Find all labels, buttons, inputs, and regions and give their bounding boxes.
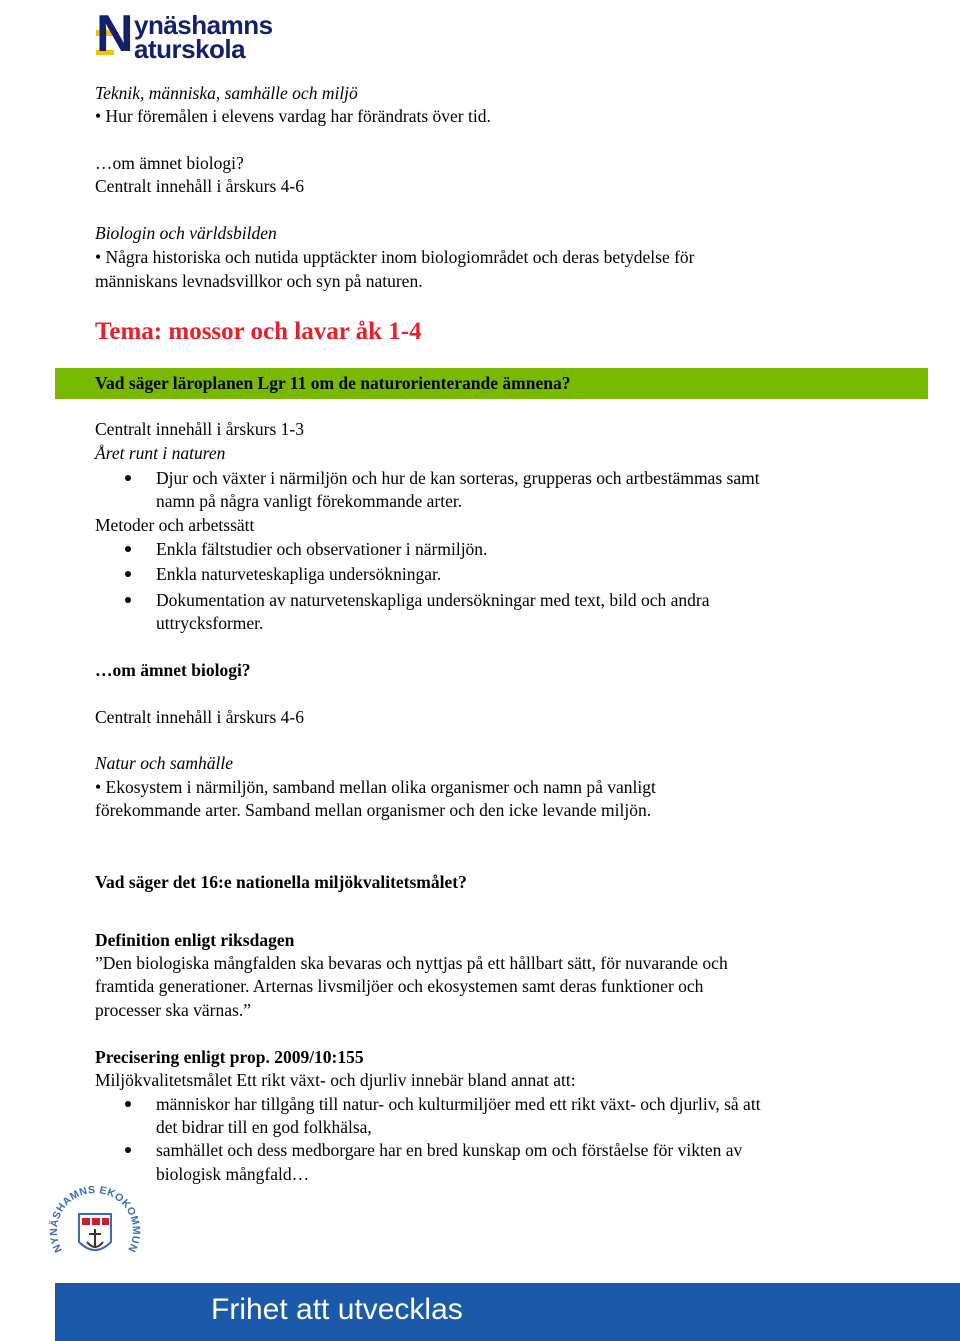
footer-slogan: Frihet att utvecklas xyxy=(211,1293,463,1326)
grade13-subheading: Året runt i naturen xyxy=(95,443,226,463)
precisering-bullet1-line1: människor har tillgång till natur- och kulturmiljöer med ett rikt växt- och djurliv, så att xyxy=(156,1094,761,1114)
naturskola-logo xyxy=(96,5,278,64)
method-2: Enkla naturveteskapliga undersökningar. xyxy=(156,564,442,584)
bio1-subheading: Biologin och världsbilden xyxy=(95,223,277,243)
precisering-bullet1-line2: det bidrar till en god folkhälsa, xyxy=(156,1117,372,1137)
bullet-icon xyxy=(125,1101,131,1107)
teknik-bullet: • Hur föremålen i elevens vardag har förändrats över tid. xyxy=(95,106,491,126)
bio2-grade: Centralt innehåll i årskurs 4-6 xyxy=(95,707,304,727)
definition-line2: framtida generationer. Arternas livsmiljöer och ekosystemen samt deras funktioner och xyxy=(95,976,704,996)
grade13-bullet1-line2: namn på några vanligt förekommande arter. xyxy=(156,491,463,511)
method-3-line2: uttrycksformer. xyxy=(156,613,264,633)
definition-heading: Definition enligt riksdagen xyxy=(95,930,295,950)
method-1: Enkla fältstudier och observationer i närmiljön. xyxy=(156,539,488,559)
bullet-icon xyxy=(125,1147,131,1153)
logo-initial-n: N xyxy=(96,5,134,63)
bullet-icon xyxy=(125,475,131,481)
methods-heading: Metoder och arbetssätt xyxy=(95,515,255,535)
logo-line2: aturskola xyxy=(134,34,246,64)
bio1-line2: människans levnadsvillkor och syn på naturen. xyxy=(95,271,423,291)
precisering-heading: Precisering enligt prop. 2009/10:155 xyxy=(95,1047,364,1067)
grade13-title: Centralt innehåll i årskurs 1-3 xyxy=(95,419,304,439)
bio1-heading: …om ämnet biologi? xyxy=(95,153,244,173)
teknik-heading: Teknik, människa, samhälle och miljö xyxy=(95,83,358,103)
bullet-icon xyxy=(125,546,131,552)
footer-banner xyxy=(55,1283,960,1341)
logo-line1: ynäshamns xyxy=(134,10,273,40)
svg-text:NYNÄSHAMNS EKOKOMMUN: NYNÄSHAMNS EKOKOMMUN xyxy=(47,1184,143,1255)
bio2-heading: …om ämnet biologi? xyxy=(95,660,251,680)
goal-heading: Vad säger det 16:e nationella miljökvalitetsmålet? xyxy=(95,872,467,892)
lgr11-heading: Vad säger läroplanen Lgr 11 om de naturorienterande ämnena? xyxy=(95,373,571,393)
bio1-line1: • Några historiska och nutida upptäckter inom biologiområdet och deras betydelse för xyxy=(95,247,695,267)
precisering-intro: Miljökvalitetsmålet Ett rikt växt- och djurliv innebär bland annat att: xyxy=(95,1070,576,1090)
ekokommun-seal-icon xyxy=(47,1184,143,1280)
tema-heading: Tema: mossor och lavar åk 1-4 xyxy=(95,318,422,345)
bullet-icon xyxy=(125,571,131,577)
bio2-subheading: Natur och samhälle xyxy=(95,753,234,773)
bio2-line2: förekommande arter. Samband mellan organismer och den icke levande miljön. xyxy=(95,800,652,820)
method-3-line1: Dokumentation av naturvetenskapliga undersökningar med text, bild och andra xyxy=(156,590,710,610)
precisering-bullet2-line1: samhället och dess medborgare har en bred kunskap om och förståelse för vikten av xyxy=(156,1140,743,1160)
bio2-line1: • Ekosystem i närmiljön, samband mellan olika organismer och namn på vanligt xyxy=(95,777,656,797)
bio1-grade: Centralt innehåll i årskurs 4-6 xyxy=(95,176,304,196)
definition-line1: ”Den biologiska mångfalden ska bevaras och nyttjas på ett hållbart sätt, för nuvarande och xyxy=(95,953,728,973)
definition-line3: processer ska värnas.” xyxy=(95,1000,251,1020)
bullet-icon xyxy=(125,597,131,603)
grade13-bullet1-line1: Djur och växter i närmiljön och hur de kan sorteras, grupperas och artbestämmas samt xyxy=(156,468,760,488)
precisering-bullet2-line2: biologisk mångfald… xyxy=(156,1164,310,1184)
